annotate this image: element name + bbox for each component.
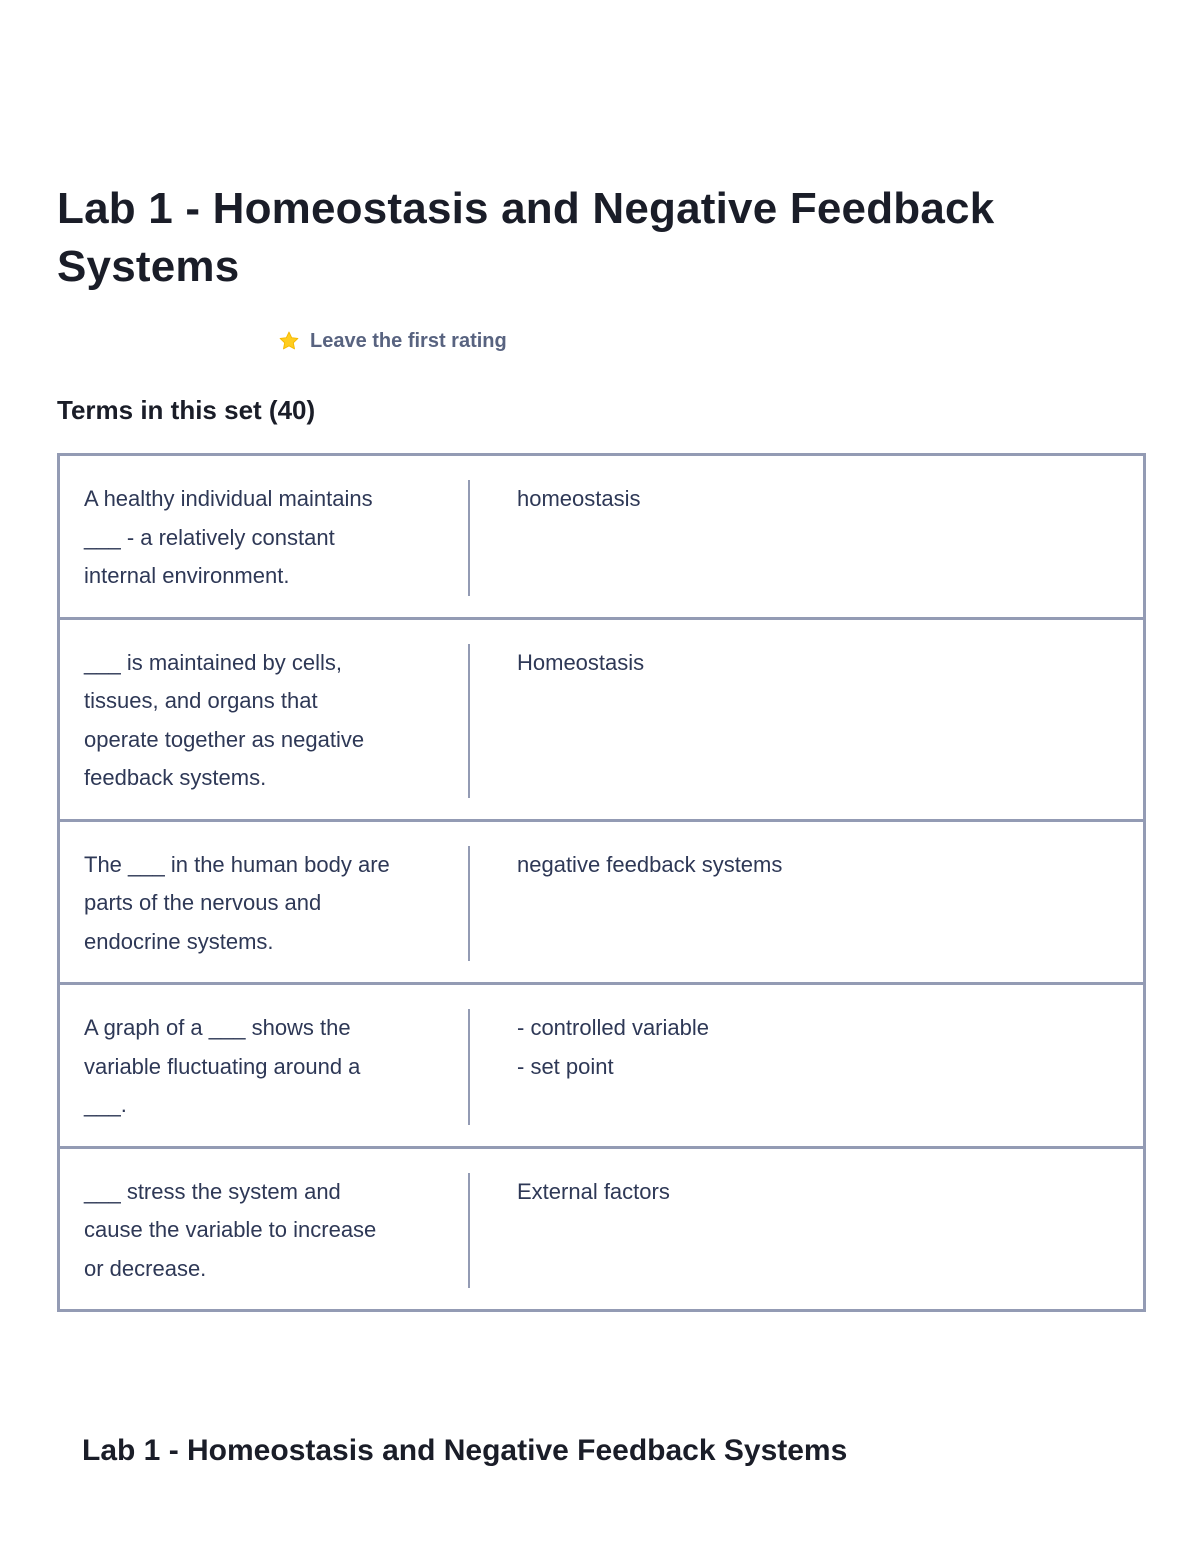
term-text: ___ is maintained by cells, tissues, and organs that operate together as negative feedback systems. [60, 644, 470, 798]
term-card [57, 453, 1146, 620]
term-text: A graph of a ___ shows the variable fluctuating around a ___. [60, 1009, 470, 1125]
term-text: ___ stress the system and cause the variable to increase or decrease. [60, 1173, 470, 1289]
definition-text: negative feedback systems [517, 851, 783, 877]
definition-text: - controlled variable - set point [517, 1015, 709, 1079]
rating-link[interactable] [278, 326, 507, 356]
definition-text: Homeostasis [517, 649, 645, 675]
term-card [57, 1146, 1146, 1313]
definition-text: External factors [517, 1178, 670, 1204]
term-text: The ___ in the human body are parts of the nervous and endocrine systems. [60, 846, 470, 962]
term-text: A healthy individual maintains ___ - a relatively constant internal environment. [60, 480, 470, 596]
star-icon [278, 330, 300, 352]
term-list [57, 453, 1146, 1312]
page-title: Lab 1 - Homeostasis and Negative Feedback Systems [57, 184, 995, 291]
definition-text: homeostasis [517, 486, 641, 511]
term-card [57, 982, 1146, 1149]
terms-heading: Terms in this set (40) [57, 395, 316, 425]
footer-title: Lab 1 - Homeostasis and Negative Feedback Systems [82, 1434, 848, 1467]
term-card [57, 617, 1146, 822]
rating-label[interactable]: Leave the first rating [310, 329, 507, 352]
term-card [57, 819, 1146, 986]
